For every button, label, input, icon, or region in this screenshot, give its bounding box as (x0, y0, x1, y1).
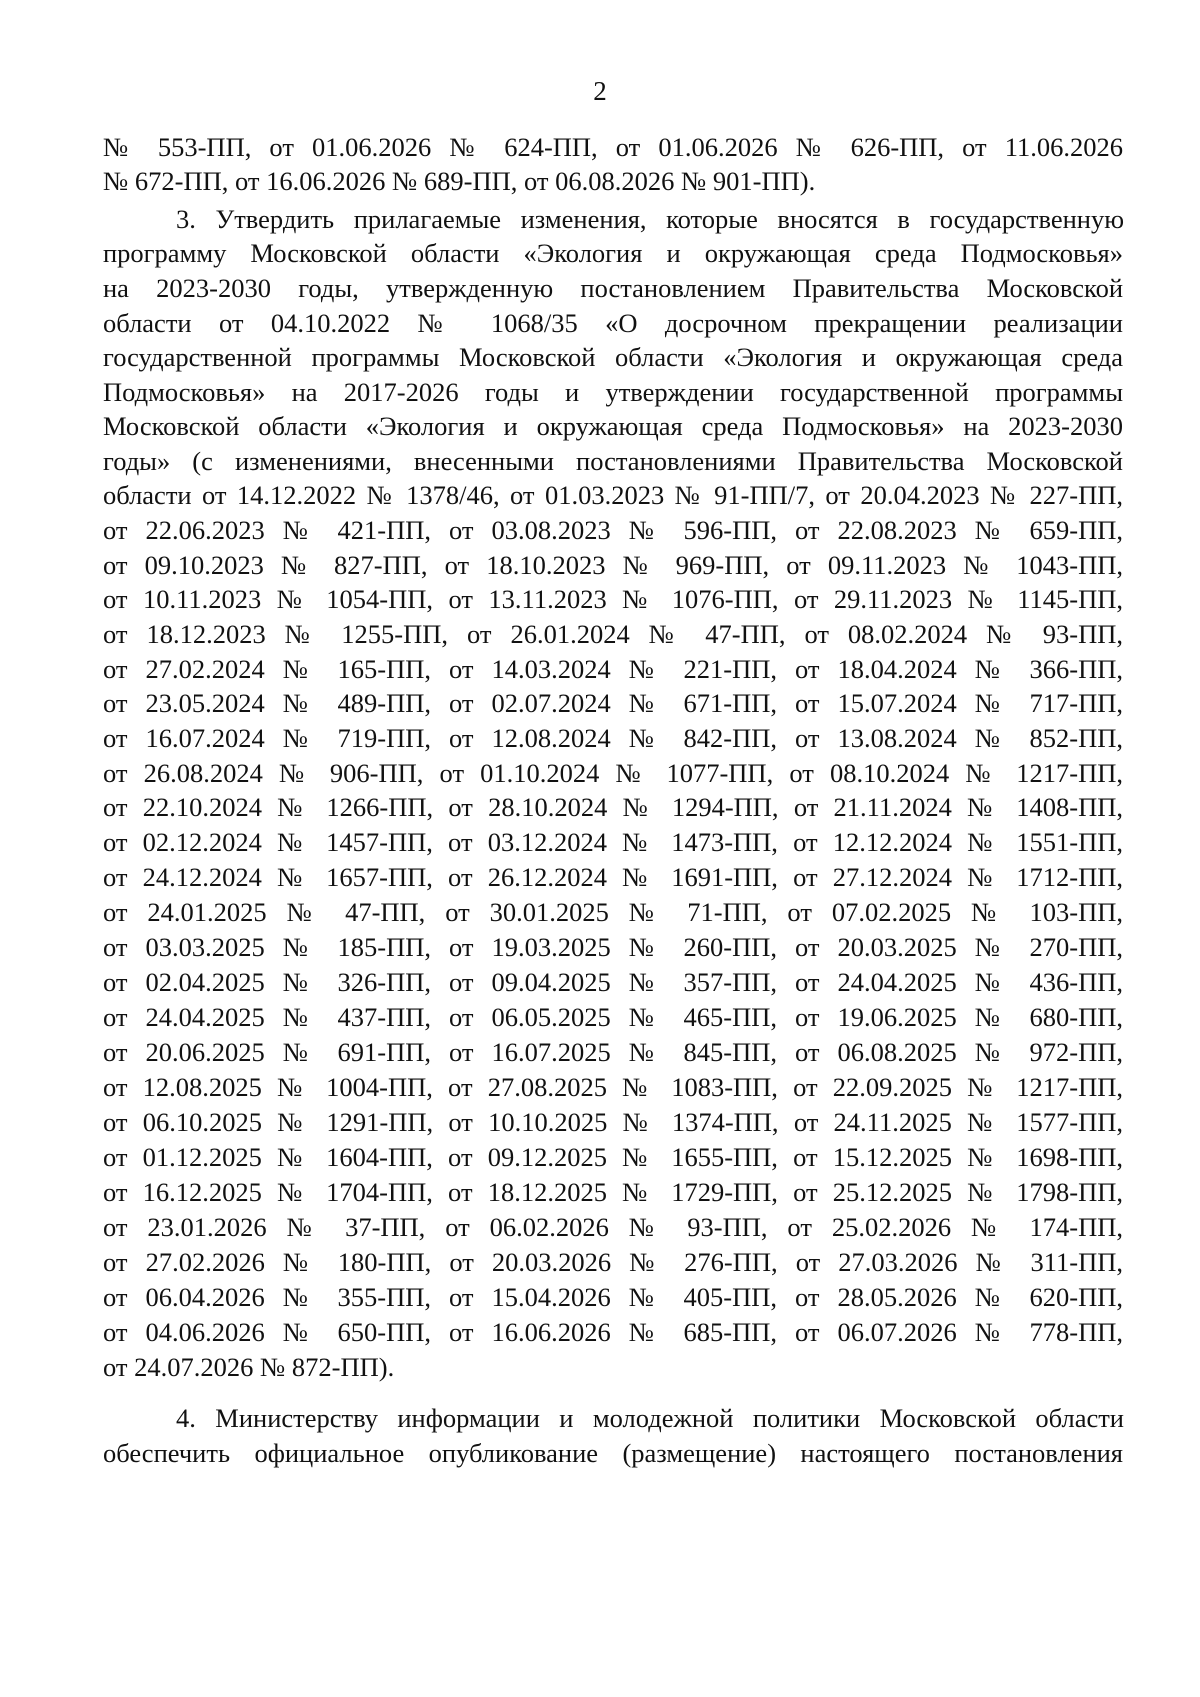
text-line: от 24.01.2025 № 47-ПП, от 30.01.2025 № 71-ПП, от 07.02.2025 № 103-ПП, (103, 897, 1123, 927)
text-line: от 02.04.2025 № 326-ПП, от 09.04.2025 № 357-ПП, от 24.04.2025 № 436-ПП, (103, 967, 1123, 997)
text-line: от 22.06.2023 № 421-ПП, от 03.08.2023 № 596-ПП, от 22.08.2023 № 659-ПП, (103, 515, 1123, 545)
page-number: 2 (593, 76, 607, 106)
text-line: области от 04.10.2022 № 1068/35 «О досрочном прекращении реализации (103, 308, 1123, 338)
text-line: от 03.03.2025 № 185-ПП, от 19.03.2025 № 260-ПП, от 20.03.2025 № 270-ПП, (103, 932, 1123, 962)
text-line: от 24.04.2025 № 437-ПП, от 06.05.2025 № 465-ПП, от 19.06.2025 № 680-ПП, (103, 1002, 1123, 1032)
text-line: от 24.12.2024 № 1657-ПП, от 26.12.2024 № 1691-ПП, от 27.12.2024 № 1712-ПП, (103, 862, 1123, 892)
text-line: от 06.04.2026 № 355-ПП, от 15.04.2026 № 405-ПП, от 28.05.2026 № 620-ПП, (103, 1282, 1123, 1312)
text-line: от 27.02.2024 № 165-ПП, от 14.03.2024 № 221-ПП, от 18.04.2024 № 366-ПП, (103, 654, 1123, 684)
text-line: от 12.08.2025 № 1004-ПП, от 27.08.2025 № 1083-ПП, от 22.09.2025 № 1217-ПП, (103, 1072, 1123, 1102)
text-line: от 20.06.2025 № 691-ПП, от 16.07.2025 № 845-ПП, от 06.08.2025 № 972-ПП, (103, 1037, 1123, 1067)
text-line: № 672-ПП, от 16.06.2026 № 689-ПП, от 06.08.2026 № 901-ПП). (103, 166, 816, 196)
text-line: от 06.10.2025 № 1291-ПП, от 10.10.2025 № 1374-ПП, от 24.11.2025 № 1577-ПП, (103, 1107, 1123, 1137)
text-line: № 553-ПП, от 01.06.2026 № 624-ПП, от 01.06.2026 № 626-ПП, от 11.06.2026 (103, 132, 1123, 162)
text-line: от 01.12.2025 № 1604-ПП, от 09.12.2025 № 1655-ПП, от 15.12.2025 № 1698-ПП, (103, 1142, 1123, 1172)
text-line: государственной программы Московской области «Экология и окружающая среда (103, 342, 1123, 372)
text-line: от 16.12.2025 № 1704-ПП, от 18.12.2025 № 1729-ПП, от 25.12.2025 № 1798-ПП, (103, 1177, 1123, 1207)
text-line: от 26.08.2024 № 906-ПП, от 01.10.2024 № 1077-ПП, от 08.10.2024 № 1217-ПП, (103, 758, 1123, 788)
text-line: от 09.10.2023 № 827-ПП, от 18.10.2023 № 969-ПП, от 09.11.2023 № 1043-ПП, (103, 550, 1123, 580)
text-line: от 22.10.2024 № 1266-ПП, от 28.10.2024 № 1294-ПП, от 21.11.2024 № 1408-ПП, (103, 792, 1123, 822)
text-line: от 16.07.2024 № 719-ПП, от 12.08.2024 № 842-ПП, от 13.08.2024 № 852-ПП, (103, 723, 1123, 753)
text-line: программу Московской области «Экология и окружающая среда Подмосковья» (103, 238, 1123, 268)
text-line: от 02.12.2024 № 1457-ПП, от 03.12.2024 № 1473-ПП, от 12.12.2024 № 1551-ПП, (103, 827, 1123, 857)
text-line: на 2023-2030 годы, утвержденную постановлением Правительства Московской (103, 273, 1123, 303)
text-line: обеспечить официальное опубликование (размещение) настоящего постановления (103, 1438, 1123, 1468)
paragraph-3-first-line: 3. Утвердить прилагаемые изменения, которые вносятся в государственную (176, 204, 1124, 234)
text-line: от 23.01.2026 № 37-ПП, от 06.02.2026 № 93-ПП, от 25.02.2026 № 174-ПП, (103, 1212, 1123, 1242)
text-line: годы» (с изменениями, внесенными постановлениями Правительства Московской (103, 446, 1123, 476)
text-line: от 18.12.2023 № 1255-ПП, от 26.01.2024 № 47-ПП, от 08.02.2024 № 93-ПП, (103, 619, 1123, 649)
text-line: Московской области «Экология и окружающая среда Подмосковья» на 2023-2030 (103, 411, 1123, 441)
text-line: от 04.06.2026 № 650-ПП, от 16.06.2026 № 685-ПП, от 06.07.2026 № 778-ПП, (103, 1317, 1123, 1347)
paragraph-4-first-line: 4. Министерству информации и молодежной политики Московской области (176, 1403, 1124, 1433)
text-line: области от 14.12.2022 № 1378/46, от 01.03.2023 № 91-ПП/7, от 20.04.2023 № 227-ПП, (103, 480, 1123, 510)
text-line: Подмосковья» на 2017-2026 годы и утверждении государственной программы (103, 377, 1123, 407)
text-line: от 27.02.2026 № 180-ПП, от 20.03.2026 № 276-ПП, от 27.03.2026 № 311-ПП, (103, 1247, 1123, 1277)
text-line: от 23.05.2024 № 489-ПП, от 02.07.2024 № 671-ПП, от 15.07.2024 № 717-ПП, (103, 688, 1123, 718)
text-line: от 24.07.2026 № 872-ПП). (103, 1352, 395, 1382)
text-line: от 10.11.2023 № 1054-ПП, от 13.11.2023 № 1076-ПП, от 29.11.2023 № 1145-ПП, (103, 584, 1123, 614)
